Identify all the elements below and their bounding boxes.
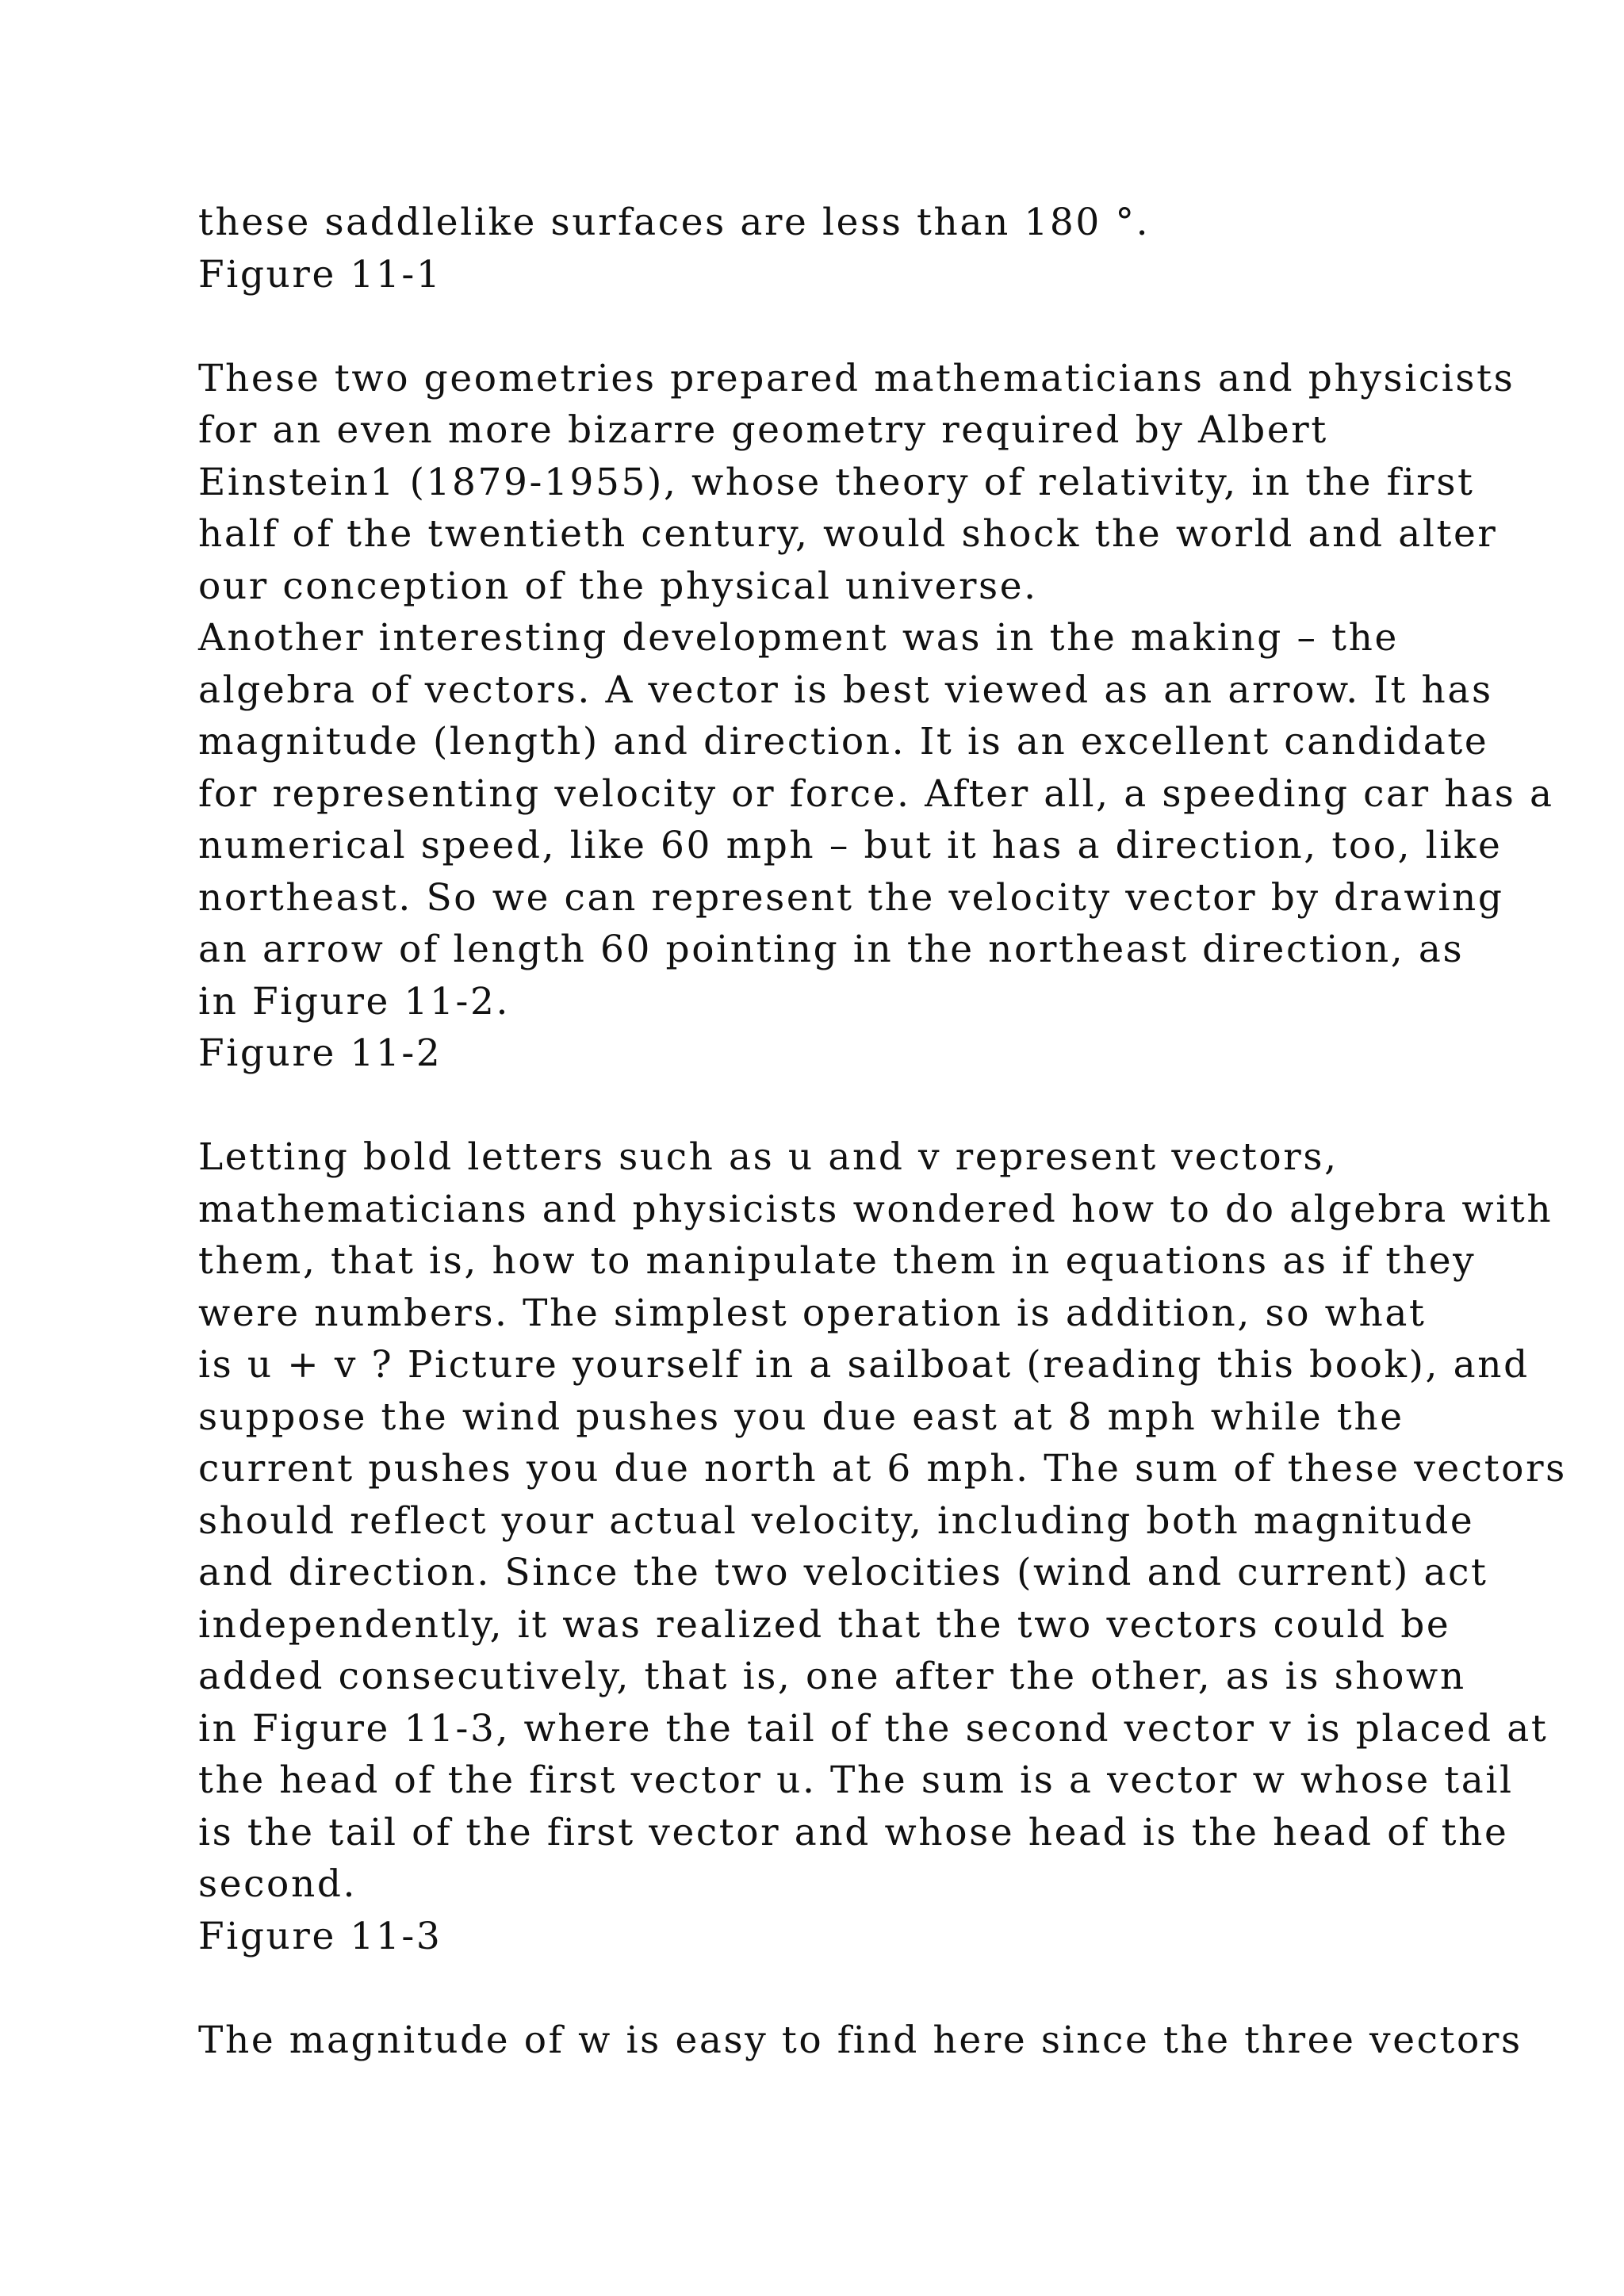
body-text [198,197,1594,2066]
text-line: should reflect your actual velocity, including both magnitude [198,1498,1475,1543]
text-line: an arrow of length 60 pointing in the northeast direction, as [198,928,1465,971]
text-line: suppose the wind pushes you due east at 8 mph while the [198,1395,1404,1439]
text-line: mathematicians and physicists wondered how to do algebra with [198,1187,1553,1231]
text-line: Another interesting development was in the making – the [198,616,1399,660]
figure-caption-11-2: Figure 11-2 [198,1031,442,1075]
text-line: is u + v ? Picture yourself in a sailboat (reading this book), and [198,1343,1530,1387]
text-line: second. [198,1862,358,1906]
paragraph-gap [198,1962,1594,2015]
text-line: in Figure 11-2. [198,979,510,1024]
text-line: northeast. So we can represent the velocity vector by drawing [198,875,1504,920]
text-line: is the tail of the first vector and whose head is the head of the [198,1810,1509,1854]
text-line: Letting bold letters such as u and v represent vectors, [198,1135,1339,1179]
text-line: and direction. Since the two velocities (wind and current) act [198,1551,1488,1594]
text-line: current pushes you due north at 6 mph. The sum of these vectors [198,1447,1567,1490]
text-line: the head of the first vector u. The sum is a vector w whose tail [198,1758,1514,1802]
text-line: added consecutively, that is, one after the other, as is shown [198,1655,1466,1698]
text-line: were numbers. The simplest operation is addition, so what [198,1291,1427,1335]
text-line: in Figure 11-3, where the tail of the second vector v is placed at [198,1706,1549,1751]
text-line: These two geometries prepared mathematicians and physicists [198,356,1515,400]
text-line: for an even more bizarre geometry required by Albert [198,408,1328,452]
text-line: algebra of vectors. A vector is best viewed as an arrow. It has [198,668,1493,712]
text-line: our conception of the physical universe. [198,564,1038,608]
text-line: them, that is, how to manipulate them in equations as if they [198,1239,1477,1283]
text-line: for representing velocity or force. After all, a speeding car has a [198,771,1554,816]
text-line: Einstein1 (1879-1955), whose theory of relativity, in the first [198,460,1475,504]
figure-caption-11-3: Figure 11-3 [198,1914,442,1958]
text-line: half of the twentieth century, would shock the world and alter [198,512,1498,556]
figure-caption-11-1: Figure 11-1 [198,252,442,297]
text-line: magnitude (length) and direction. It is an excellent candidate [198,720,1489,763]
text-line: The magnitude of w is easy to find here since the three vectors [198,2018,1522,2062]
text-line: these saddlelike surfaces are less than 180 °. [198,201,1151,244]
text-line: independently, it was realized that the two vectors could be [198,1602,1451,1647]
paragraph-gap [198,1080,1594,1132]
paragraph-gap [198,300,1594,353]
text-line: numerical speed, like 60 mph – but it has a direction, too, like [198,824,1503,867]
